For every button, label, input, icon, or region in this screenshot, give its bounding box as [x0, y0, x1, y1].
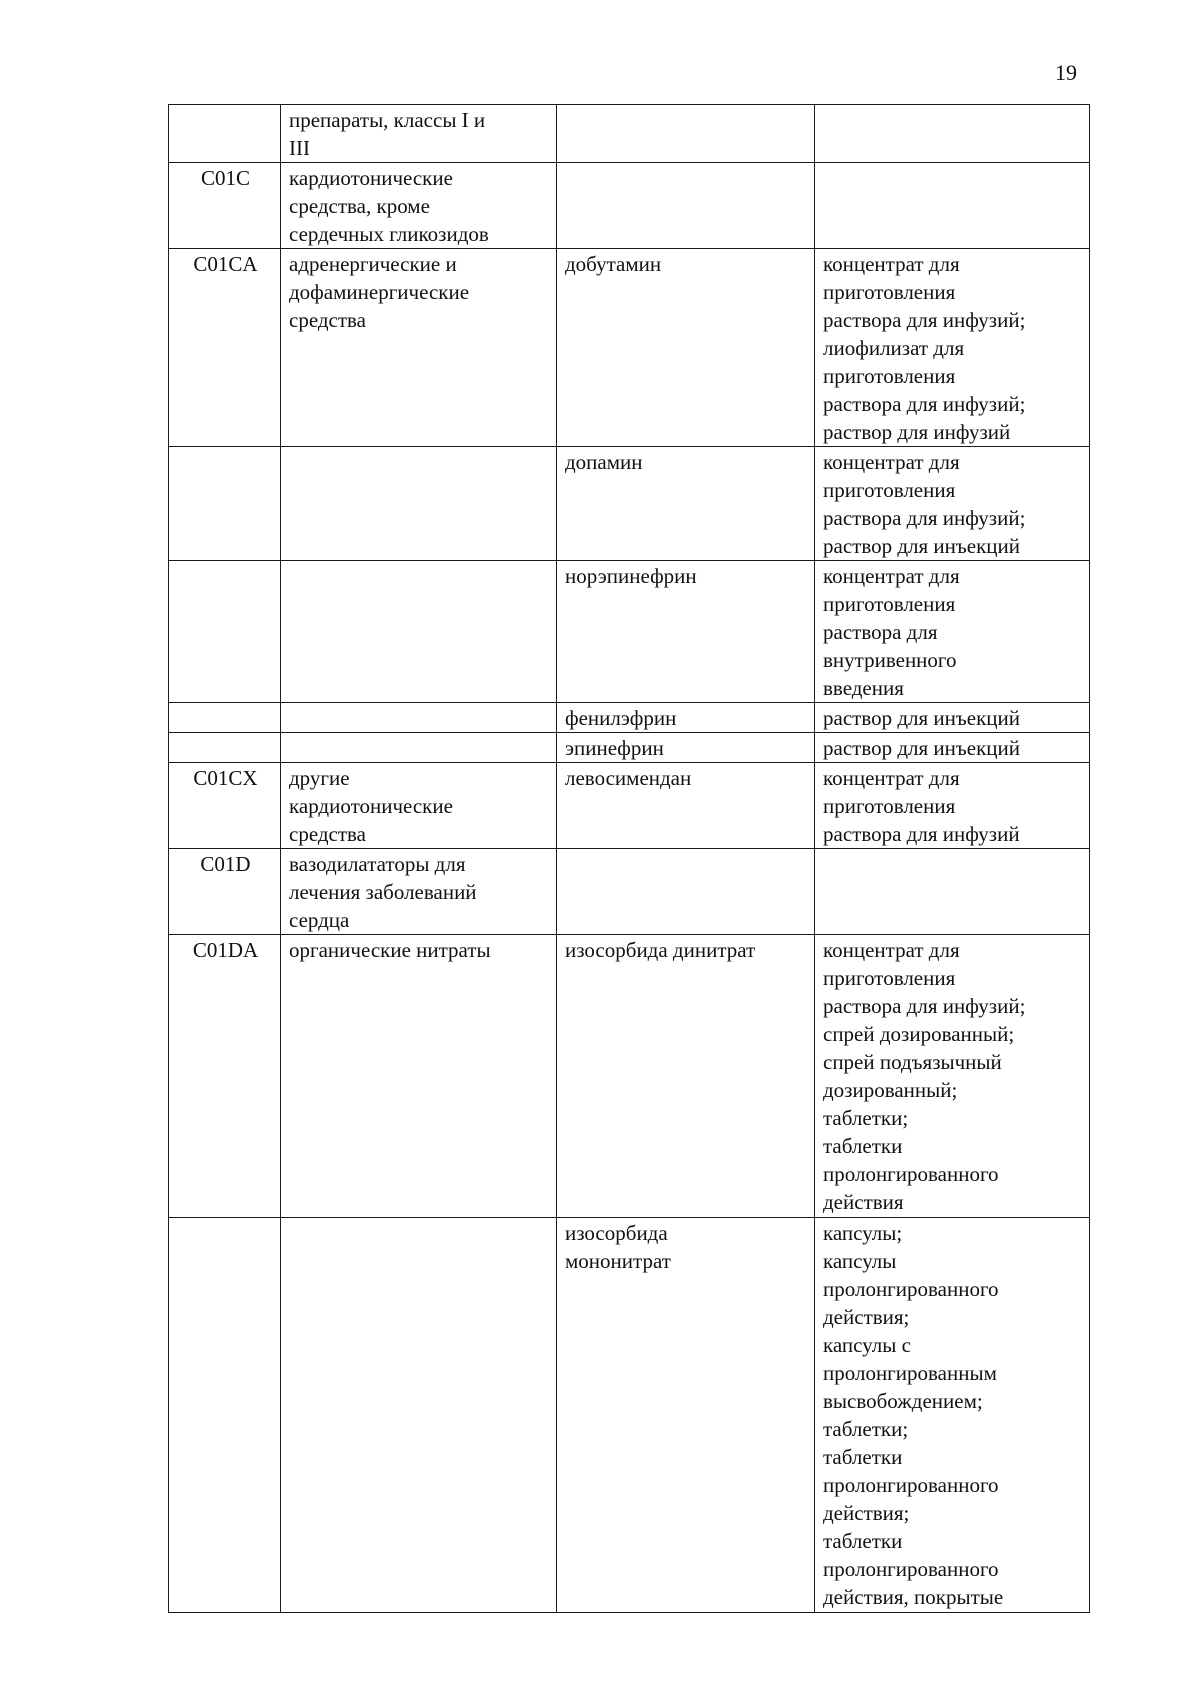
- drug-name-cell: [557, 163, 815, 249]
- atc-code-cell: [169, 703, 281, 733]
- dosage-form-cell: концентрат для приготовления раствора для инфузий: [815, 763, 1090, 849]
- group-name-cell: другие кардиотонические средства: [281, 763, 557, 849]
- atc-code-cell: [169, 1218, 281, 1613]
- table-row: [169, 163, 1090, 249]
- table-row: [169, 935, 1090, 1218]
- table-row: [169, 763, 1090, 849]
- drug-name-cell: эпинефрин: [557, 733, 815, 763]
- table-row: [169, 703, 1090, 733]
- atc-code-cell: C01D: [169, 849, 281, 935]
- group-name-cell: [281, 733, 557, 763]
- drug-name-cell: [557, 849, 815, 935]
- atc-code-cell: [169, 105, 281, 163]
- dosage-form-cell: капсулы; капсулы пролонгированного действия; капсулы с пролонгированным высвобождением; таблетки; таблетки пролонгированного действия; таблетки пролонгированного действия, покрытые: [815, 1218, 1090, 1613]
- dosage-form-cell: раствор для инъекций: [815, 703, 1090, 733]
- dosage-form-cell: концентрат для приготовления раствора для инфузий; раствор для инъекций: [815, 447, 1090, 561]
- table-row: [169, 733, 1090, 763]
- drug-name-cell: фенилэфрин: [557, 703, 815, 733]
- dosage-form-cell: концентрат для приготовления раствора для внутривенного введения: [815, 561, 1090, 703]
- table-row: [169, 447, 1090, 561]
- atc-code-cell: C01CX: [169, 763, 281, 849]
- group-name-cell: вазодилататоры для лечения заболеваний сердца: [281, 849, 557, 935]
- dosage-form-cell: концентрат для приготовления раствора для инфузий; спрей дозированный; спрей подъязычный дозированный; таблетки; таблетки пролонгированного действия: [815, 935, 1090, 1218]
- drug-name-cell: добутамин: [557, 249, 815, 447]
- atc-code-cell: C01DA: [169, 935, 281, 1218]
- dosage-form-cell: [815, 849, 1090, 935]
- group-name-cell: органические нитраты: [281, 935, 557, 1218]
- atc-code-cell: [169, 733, 281, 763]
- dosage-form-cell: концентрат для приготовления раствора для инфузий; лиофилизат для приготовления раствора для инфузий; раствор для инфузий: [815, 249, 1090, 447]
- drug-name-cell: норэпинефрин: [557, 561, 815, 703]
- table-row: [169, 249, 1090, 447]
- group-name-cell: кардиотонические средства, кроме сердечных гликозидов: [281, 163, 557, 249]
- page-number: 19: [1055, 60, 1077, 85]
- drug-name-cell: изосорбида динитрат: [557, 935, 815, 1218]
- group-name-cell: [281, 1218, 557, 1613]
- group-name-cell: [281, 447, 557, 561]
- group-name-cell: [281, 703, 557, 733]
- dosage-form-cell: [815, 105, 1090, 163]
- drug-name-cell: допамин: [557, 447, 815, 561]
- drug-name-cell: левосимендан: [557, 763, 815, 849]
- atc-drug-table: [168, 104, 1090, 1613]
- group-name-cell: [281, 561, 557, 703]
- atc-code-cell: [169, 561, 281, 703]
- table-row: [169, 105, 1090, 163]
- drug-name-cell: изосорбида мононитрат: [557, 1218, 815, 1613]
- group-name-cell: препараты, классы I и III: [281, 105, 557, 163]
- dosage-form-cell: раствор для инъекций: [815, 733, 1090, 763]
- dosage-form-cell: [815, 163, 1090, 249]
- table-row: [169, 1218, 1090, 1613]
- drug-name-cell: [557, 105, 815, 163]
- atc-code-cell: C01CA: [169, 249, 281, 447]
- atc-code-cell: [169, 447, 281, 561]
- atc-code-cell: C01C: [169, 163, 281, 249]
- table-row: [169, 849, 1090, 935]
- table-row: [169, 561, 1090, 703]
- group-name-cell: адренергические и дофаминергические средства: [281, 249, 557, 447]
